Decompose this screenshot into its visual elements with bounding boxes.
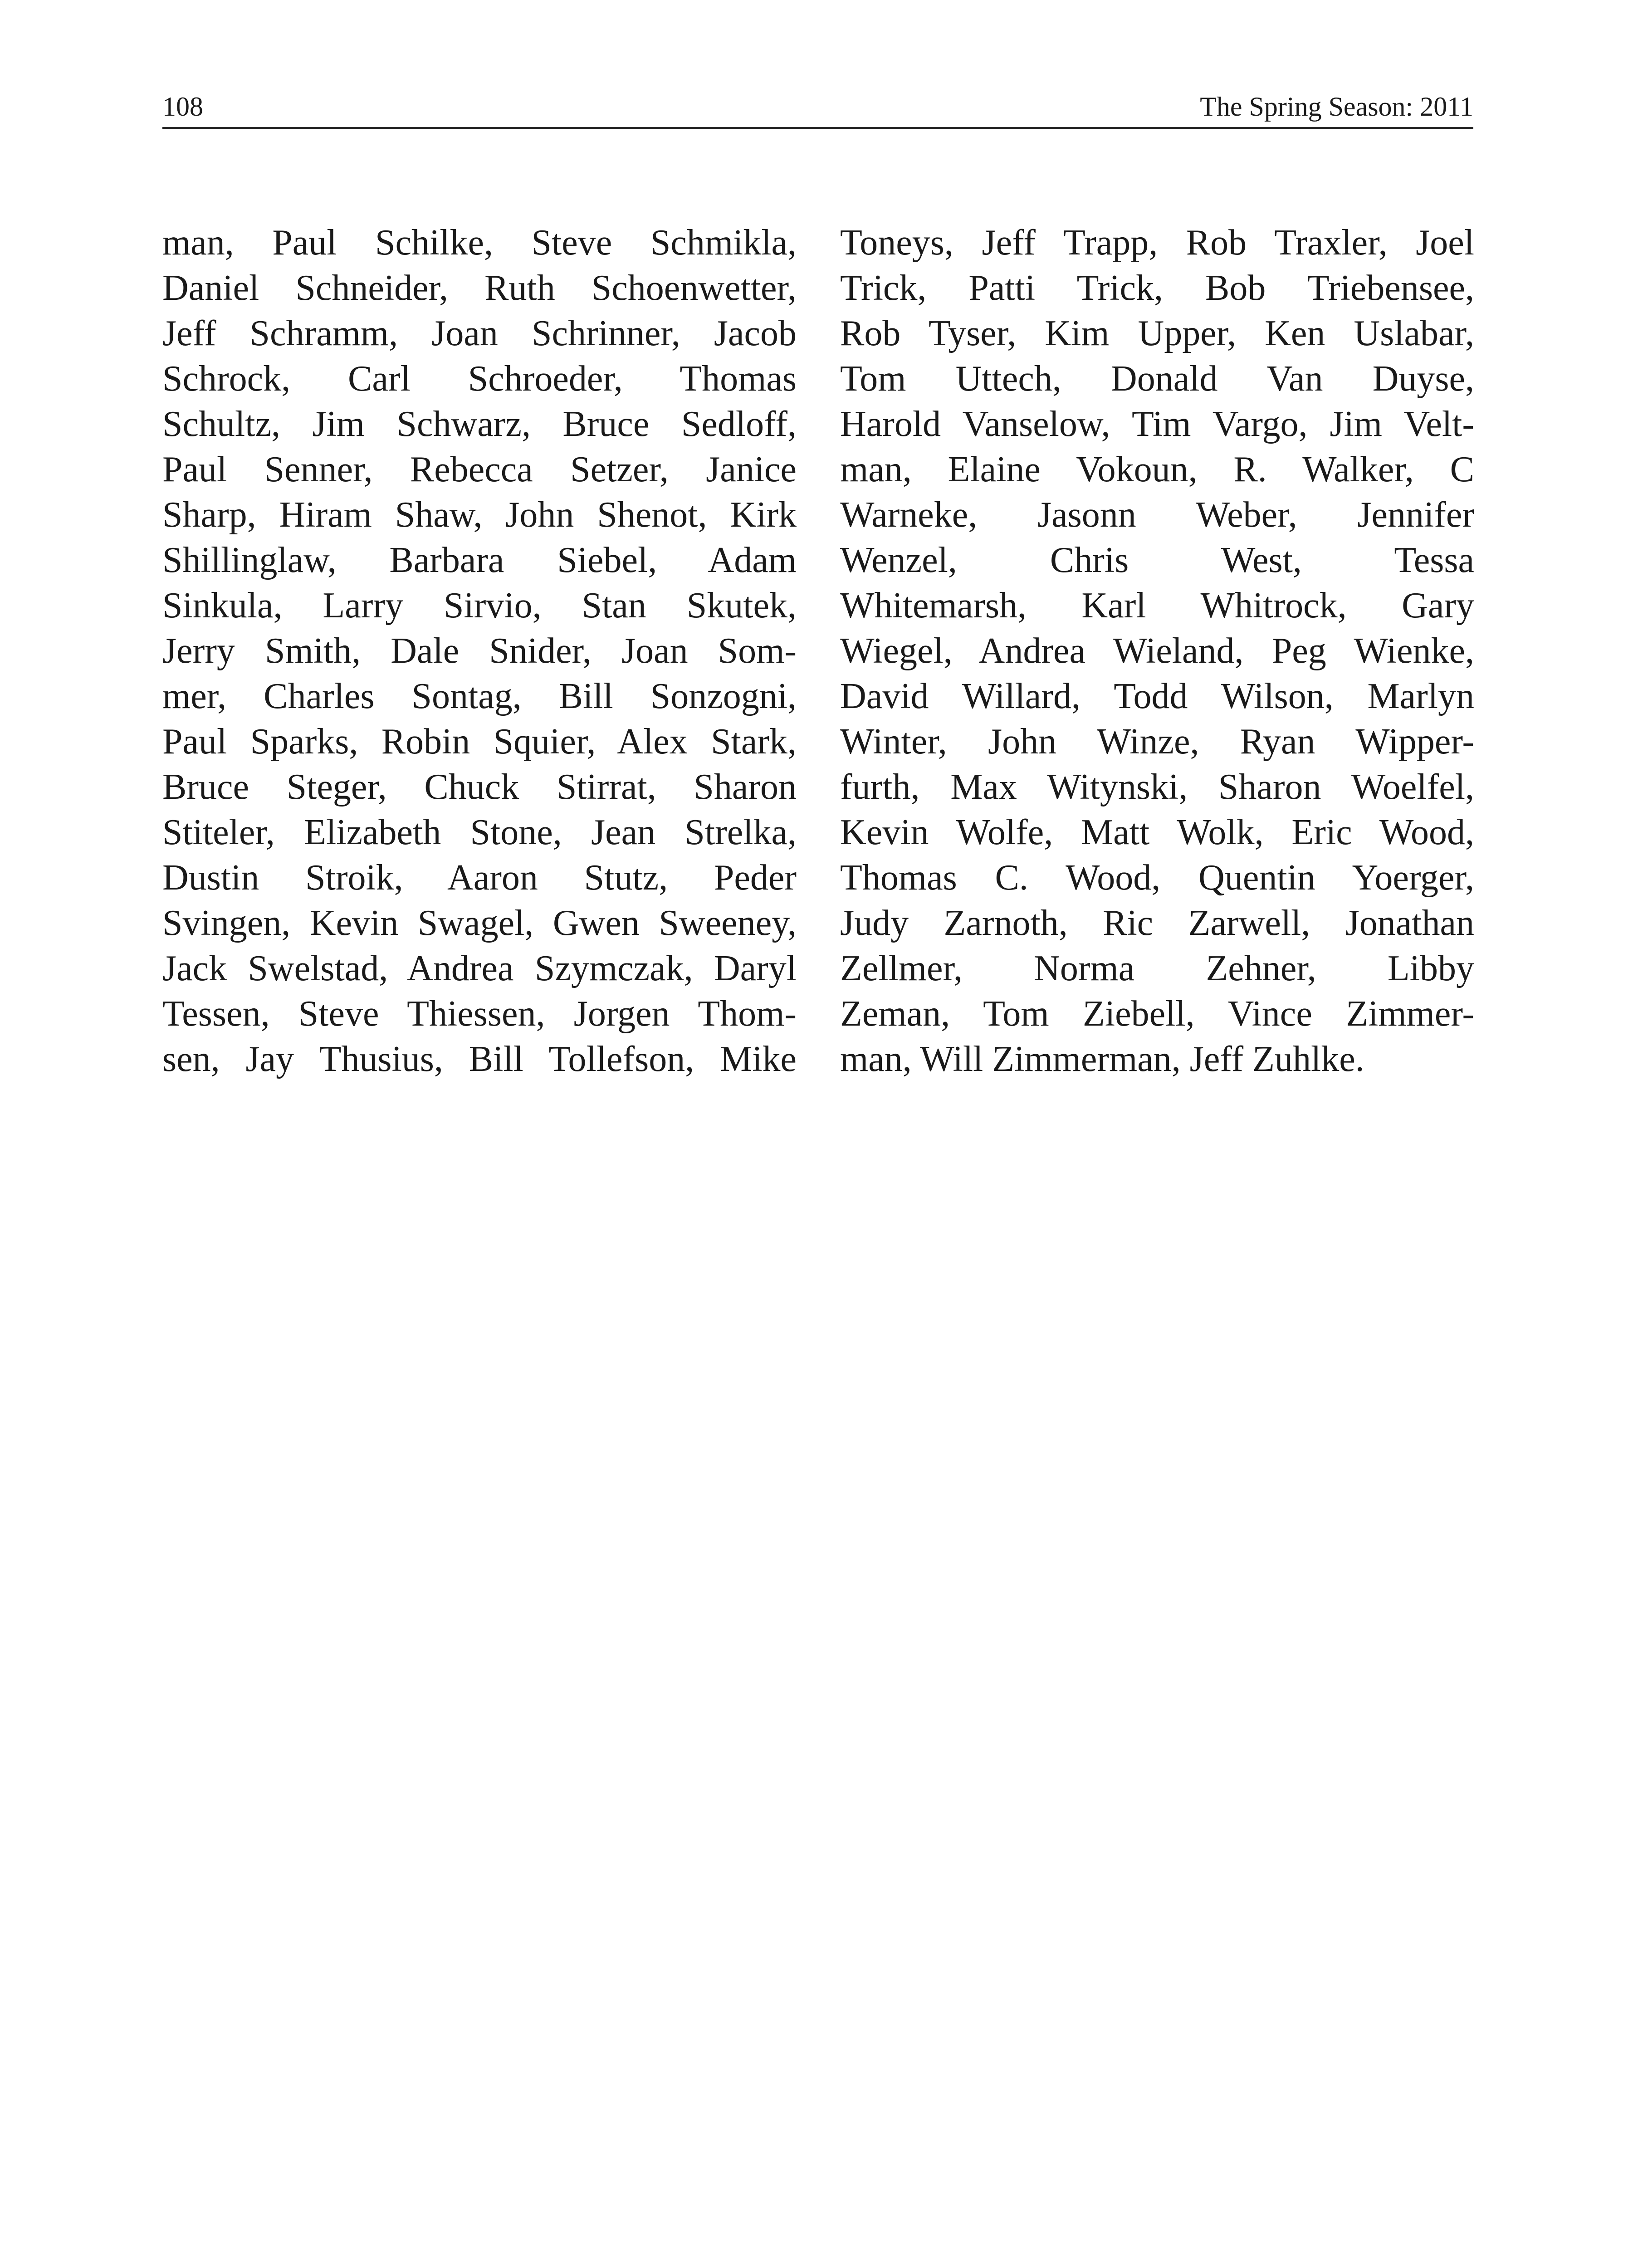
text-line: Trick, Patti Trick, Bob Triebensee, (840, 268, 1474, 308)
text-line: man, Paul Schilke, Steve Schmikla, (162, 223, 797, 263)
text-line: Toneys, Jeff Trapp, Rob Traxler, Joel (840, 223, 1474, 263)
text-line: Bruce Steger, Chuck Stirrat, Sharon (162, 767, 797, 807)
text-line: Daniel Schneider, Ruth Schoenwetter, (162, 268, 797, 308)
text-line: Schrock, Carl Schroeder, Thomas (162, 359, 797, 399)
text-line: Jeff Schramm, Joan Schrinner, Jacob (162, 313, 797, 353)
text-line: Sharp, Hiram Shaw, John Shenot, Kirk (162, 495, 797, 535)
text-line: Jerry Smith, Dale Snider, Joan Som- (162, 631, 797, 671)
text-line: Thomas C. Wood, Quentin Yoerger, (840, 858, 1474, 898)
text-line: Paul Senner, Rebecca Setzer, Janice (162, 450, 797, 489)
text-line: sen, Jay Thusius, Bill Tollefson, Mike (162, 1039, 797, 1079)
text-column-right (840, 220, 1474, 1082)
text-line: Judy Zarnoth, Ric Zarwell, Jonathan (840, 903, 1474, 943)
text-line: Stiteler, Elizabeth Stone, Jean Strelka, (162, 812, 797, 852)
running-head (162, 86, 1473, 129)
text-line: Tom Uttech, Donald Van Duyse, (840, 359, 1474, 399)
text-line: Wiegel, Andrea Wieland, Peg Wienke, (840, 631, 1474, 671)
text-line: Kevin Wolfe, Matt Wolk, Eric Wood, (840, 812, 1474, 852)
text-line: mer, Charles Sontag, Bill Sonzogni, (162, 676, 797, 716)
running-title: The Spring Season: 2011 (1200, 92, 1473, 122)
text-line: man, Will Zimmerman, Jeff Zuhlke. (840, 1039, 1364, 1079)
text-line: Zellmer, Norma Zehner, Libby (840, 948, 1474, 988)
text-line: Svingen, Kevin Swagel, Gwen Sweeney, (162, 903, 797, 943)
text-line: Sinkula, Larry Sirvio, Stan Skutek, (162, 586, 797, 626)
text-column-left (162, 220, 797, 1082)
text-line: Tessen, Steve Thiessen, Jorgen Thom- (162, 994, 797, 1034)
text-line: Wenzel, Chris West, Tessa (840, 540, 1474, 580)
text-line: Paul Sparks, Robin Squier, Alex Stark, (162, 722, 797, 762)
text-line: Rob Tyser, Kim Upper, Ken Uslabar, (840, 313, 1474, 353)
text-line: Dustin Stroik, Aaron Stutz, Peder (162, 858, 797, 898)
text-line: Winter, John Winze, Ryan Wipper- (840, 722, 1474, 762)
text-line: Whitemarsh, Karl Whitrock, Gary (840, 586, 1474, 626)
text-line: Jack Swelstad, Andrea Szymczak, Daryl (162, 948, 797, 988)
text-line: Warneke, Jasonn Weber, Jennifer (840, 495, 1474, 535)
page-number: 108 (162, 92, 203, 122)
text-line: Harold Vanselow, Tim Vargo, Jim Velt- (840, 404, 1474, 444)
text-line: man, Elaine Vokoun, R. Walker, C (840, 450, 1474, 489)
text-line: Zeman, Tom Ziebell, Vince Zimmer- (840, 994, 1474, 1034)
text-line: Shillinglaw, Barbara Siebel, Adam (162, 540, 797, 580)
text-line: David Willard, Todd Wilson, Marlyn (840, 676, 1474, 716)
text-line: Schultz, Jim Schwarz, Bruce Sedloff, (162, 404, 797, 444)
text-line: furth, Max Witynski, Sharon Woelfel, (840, 767, 1474, 807)
